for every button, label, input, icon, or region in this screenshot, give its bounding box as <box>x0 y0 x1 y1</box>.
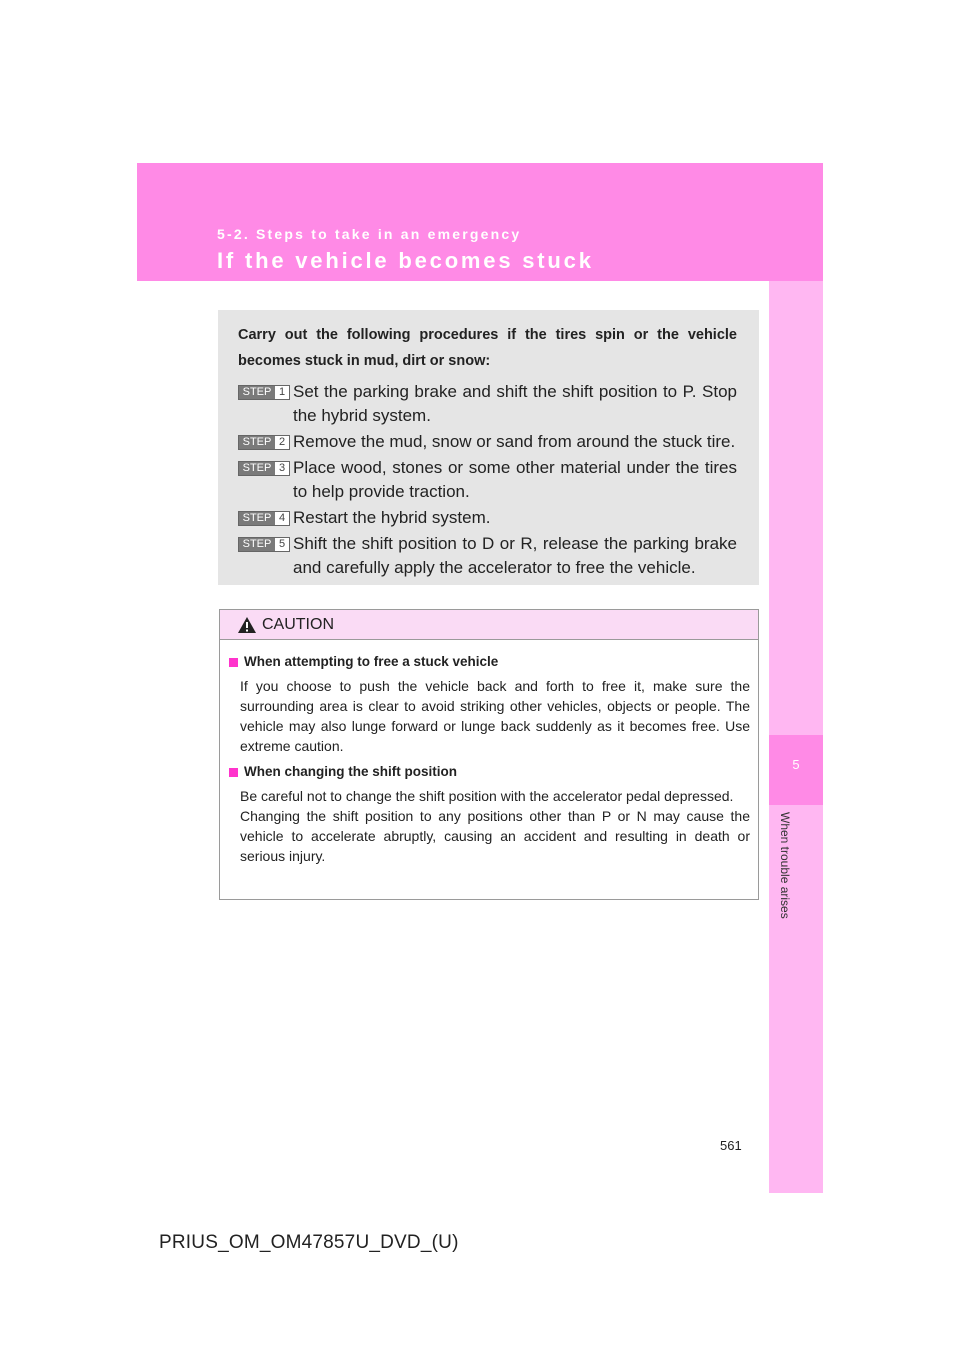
step-4 <box>238 506 737 530</box>
bullet-square-icon <box>229 768 238 777</box>
step-text: Shift the shift position to D or R, release the parking brake and carefully apply the accelerator to free the vehicle. <box>293 534 737 577</box>
caution-title: CAUTION <box>262 616 334 633</box>
side-tab-label: When trouble arises <box>778 812 792 919</box>
caution-box <box>219 609 759 900</box>
step-badge: STEP 5 <box>238 537 290 552</box>
caution-item-heading: When changing the shift position <box>229 762 750 782</box>
bullet-square-icon <box>229 658 238 667</box>
page-number: 561 <box>720 1138 742 1153</box>
caution-header <box>220 610 758 640</box>
step-badge: STEP 4 <box>238 511 290 526</box>
page-title: If the vehicle becomes stuck <box>217 248 594 273</box>
warning-triangle-icon <box>237 616 257 634</box>
document-code: PRIUS_OM_OM47857U_DVD_(U) <box>159 1232 459 1253</box>
step-text: Remove the mud, snow or sand from around the stuck tire. <box>293 432 736 451</box>
step-3 <box>238 456 737 504</box>
step-badge: STEP 2 <box>238 435 290 450</box>
step-1 <box>238 380 737 428</box>
procedure-intro: Carry out the following procedures if the tires spin or the vehicle becomes stuck in mud, dirt or snow: <box>238 327 737 369</box>
step-text: Restart the hybrid system. <box>293 508 491 527</box>
step-badge: STEP 1 <box>238 385 290 400</box>
caution-item-text: Be careful not to change the shift position with the accelerator pedal depressed. Changing the shift position to any positions other than P or N may cause the vehicle to accelerate abruptly, causing an accident and resulting in death or serious injury. <box>240 788 750 864</box>
section-label: 5-2. Steps to take in an emergency <box>217 226 522 242</box>
caution-item-text: If you choose to push the vehicle back and forth to free it, make sure the surrounding area is clear to avoid striking other vehicles, objects or people. The vehicle may also lunge forward or lunge back suddenly as it becomes free. Use extreme caution. <box>240 678 750 754</box>
step-5 <box>238 532 737 580</box>
side-tab-number: 5 <box>792 757 800 772</box>
procedure-box <box>218 310 759 585</box>
step-text: Place wood, stones or some other material under the tires to help provide traction. <box>293 458 737 501</box>
step-2 <box>238 430 737 454</box>
step-badge: STEP 3 <box>238 461 290 476</box>
caution-item-heading: When attempting to free a stuck vehicle <box>229 652 750 672</box>
step-text: Set the parking brake and shift the shift position to P. Stop the hybrid system. <box>293 382 737 425</box>
caution-body <box>220 640 758 866</box>
